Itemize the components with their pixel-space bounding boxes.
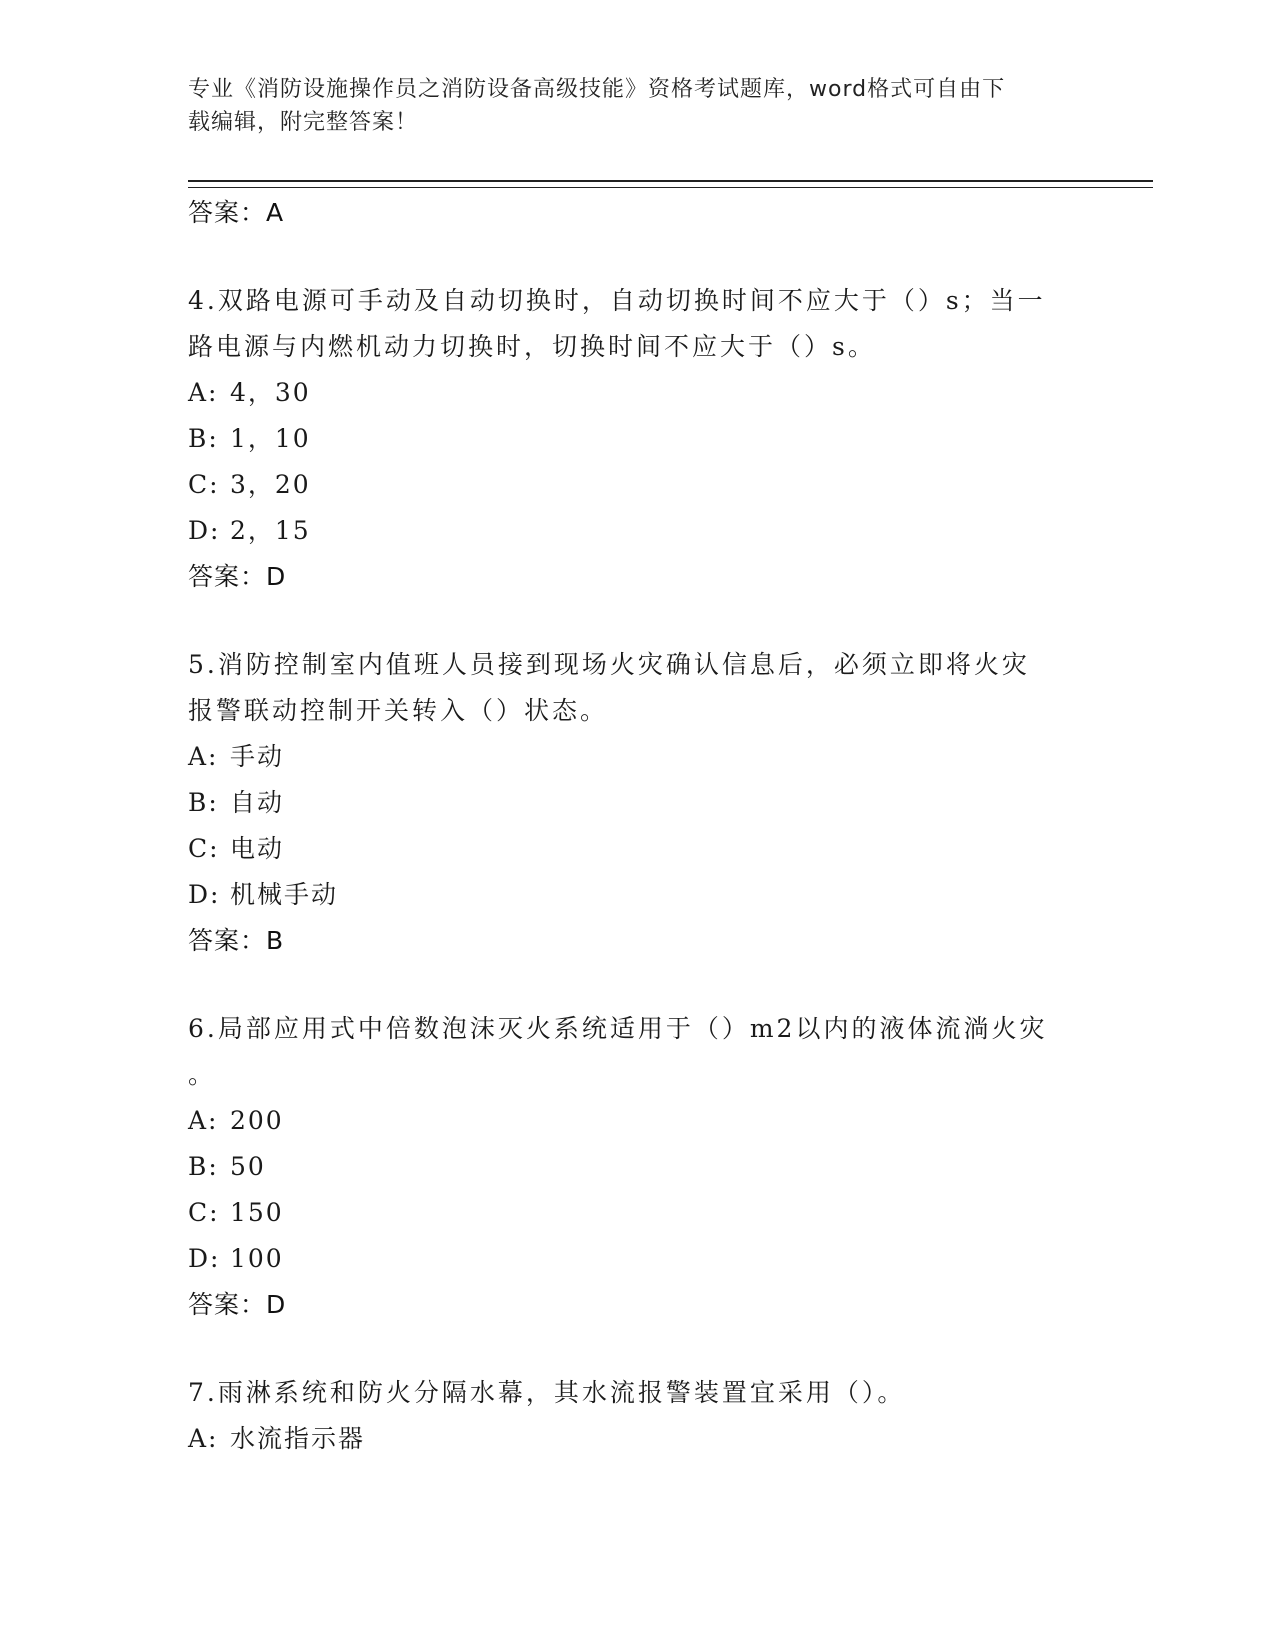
question-7-line-1: 7.雨淋系统和防火分隔水幕，其水流报警装置宜采用（）。 xyxy=(188,1378,906,1407)
option-label: B: xyxy=(188,788,219,817)
question-4-option-c xyxy=(188,462,1088,508)
option-label: B: xyxy=(188,1152,219,1181)
question-5-option-a xyxy=(188,734,1088,780)
question-6-line-2: 。 xyxy=(188,1060,217,1089)
option-label: D: xyxy=(188,1244,221,1273)
option-text: 2，15 xyxy=(230,516,311,545)
option-text: 4，30 xyxy=(230,378,311,407)
answer-q3: 答案：A xyxy=(188,198,285,227)
option-label: A: xyxy=(188,1424,219,1453)
option-label: D: xyxy=(188,880,221,909)
question-6 xyxy=(188,1006,1088,1328)
question-5 xyxy=(188,642,1088,964)
question-5-answer: 答案：B xyxy=(188,926,285,955)
question-5-option-c xyxy=(188,826,1088,872)
question-4-answer: 答案：D xyxy=(188,562,287,591)
question-6-line-1: 6.局部应用式中倍数泡沫灭火系统适用于（）m2以内的液体流淌火灾 xyxy=(188,1014,1048,1043)
question-7-text xyxy=(188,1370,1088,1416)
question-6-answer: 答案：D xyxy=(188,1290,287,1319)
option-label: C: xyxy=(188,470,220,499)
option-label: C: xyxy=(188,834,220,863)
question-6-option-b xyxy=(188,1144,1088,1190)
header-line-2: 载编辑，附完整答案！ xyxy=(188,110,419,135)
question-4-option-a xyxy=(188,370,1088,416)
header-divider xyxy=(188,180,1153,188)
question-4-option-d xyxy=(188,508,1088,554)
question-5-option-d xyxy=(188,872,1088,918)
document-body xyxy=(188,190,1088,1462)
option-text: 机械手动 xyxy=(230,880,339,909)
option-text: 水流指示器 xyxy=(230,1424,366,1453)
option-text: 200 xyxy=(230,1106,284,1135)
option-text: 1，10 xyxy=(230,424,311,453)
option-text: 100 xyxy=(230,1244,284,1273)
option-label: B: xyxy=(188,424,219,453)
page-header xyxy=(188,73,1068,139)
option-text: 150 xyxy=(230,1198,284,1227)
option-label: A: xyxy=(188,1106,219,1135)
option-text: 电动 xyxy=(230,834,285,863)
question-6-text xyxy=(188,1006,1088,1098)
option-label: A: xyxy=(188,378,219,407)
question-4 xyxy=(188,278,1088,600)
option-text: 50 xyxy=(230,1152,266,1181)
option-text: 3，20 xyxy=(230,470,311,499)
question-7 xyxy=(188,1370,1088,1462)
option-text: 手动 xyxy=(230,742,285,771)
option-label: C: xyxy=(188,1198,220,1227)
question-7-option-a xyxy=(188,1416,1088,1462)
header-line-1: 专业《消防设施操作员之消防设备高级技能》资格考试题库，word格式可自由下 xyxy=(188,77,1006,102)
option-label: A: xyxy=(188,742,219,771)
question-5-text xyxy=(188,642,1088,734)
question-5-line-2: 报警联动控制开关转入（）状态。 xyxy=(188,696,609,725)
option-text: 自动 xyxy=(230,788,285,817)
question-6-option-c xyxy=(188,1190,1088,1236)
question-5-option-b xyxy=(188,780,1088,826)
option-label: D: xyxy=(188,516,221,545)
question-4-line-1: 4.双路电源可手动及自动切换时，自动切换时间不应大于（）s；当一 xyxy=(188,286,1046,315)
question-6-option-a xyxy=(188,1098,1088,1144)
question-4-line-2: 路电源与内燃机动力切换时，切换时间不应大于（）s。 xyxy=(188,332,876,361)
question-4-text xyxy=(188,278,1088,370)
question-6-option-d xyxy=(188,1236,1088,1282)
question-4-option-b xyxy=(188,416,1088,462)
question-5-line-1: 5.消防控制室内值班人员接到现场火灾确认信息后，必须立即将火灾 xyxy=(188,650,1030,679)
